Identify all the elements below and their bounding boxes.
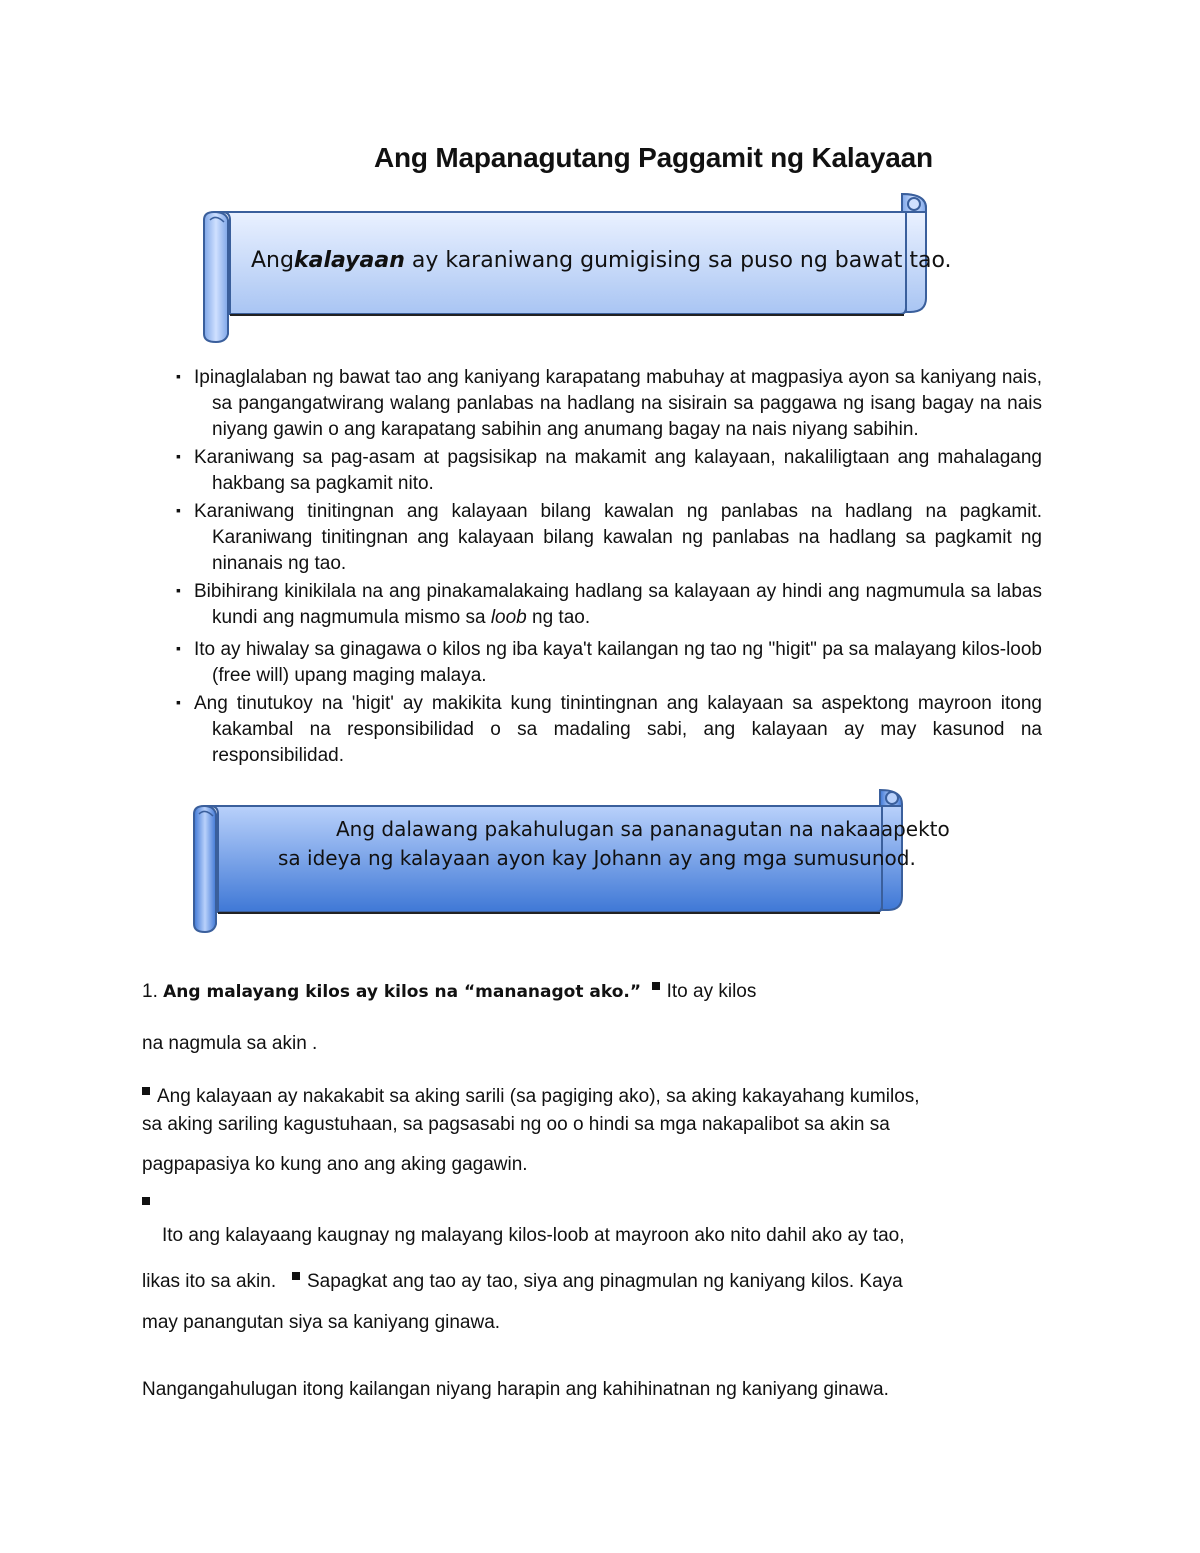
bullet-dot: ▪: [176, 582, 181, 598]
bullet-text: Ito ay hiwalay sa ginagawa o kilos ng iba kaya't kailangan ng tao ng "higit" pa sa malayang kilos-loob (free will) upang maging malaya.: [194, 639, 1042, 686]
square-bullet-icon: [142, 1197, 150, 1205]
section-1-p2-line1: [142, 1086, 920, 1108]
section-1-p3-line1: Ito ang kalayaang kaugnay ng malayang kilos-loob at mayroon ako nito dahil ako ay tao,: [162, 1225, 905, 1246]
bullet-item: [176, 363, 1042, 443]
bullet-italic: loob: [490, 607, 527, 628]
bullet-item: [176, 635, 1042, 689]
page-title: Ang Mapanagutang Paggamit ng Kalayaan: [374, 142, 933, 173]
section-1-p1-line2: na nagmula sa akin .: [142, 1033, 318, 1054]
square-bullet-icon: [142, 1087, 150, 1095]
section-1-p2-line3: pagpapasiya ko kung ano ang aking gagawin.: [142, 1154, 528, 1175]
scroll-banner-1: [196, 186, 952, 346]
bullet-dot: ▪: [176, 448, 181, 464]
bullet-text-after: ng tao.: [526, 607, 591, 628]
bullet-item: [176, 497, 1042, 577]
bullet-dot: ▪: [176, 368, 181, 384]
banner-2-line-1: Ang dalawang pakahulugan sa pananagutan na nakaaapekto: [336, 817, 950, 841]
banner-1-suffix: ay karaniwang gumigising sa puso ng bawat tao.: [404, 248, 952, 273]
section-1-number: 1.: [142, 981, 158, 1002]
bullet-dot: ▪: [176, 694, 181, 710]
bullet-text: Karaniwang sa pag-asam at pagsisikap na makamit ang kalayaan, nakaliligtaan ang mahalagang hakbang sa pagkamit nito.: [194, 447, 1042, 494]
section-1-p1-tail: Ito ay kilos: [666, 981, 757, 1002]
bullet-dot: ▪: [176, 640, 181, 656]
section-1-p3-line2b: Sapagkat ang tao ay tao, siya ang pinagmulan ng kaniyang kilos. Kaya: [306, 1271, 903, 1292]
bullet-dot: ▪: [176, 502, 181, 518]
bullet-text: Ipinaglalaban ng bawat tao ang kaniyang karapatang mabuhay at magpasiya ayon sa kaniyang nais, sa pangangatwirang walang panlabas na hadlang na sisirain sa paggawa ng isang bagay na nais niyang gawin o ang karapatang sabihin ang anumang bagay na nais niyang sabihin.: [194, 367, 1042, 440]
square-bullet-icon: [652, 982, 660, 990]
bullet-text: Karaniwang tinitingnan ang kalayaan bilang kawalan ng panlabas na hadlang na pagkamit. Karaniwang tinitingnan ang kalayaan bilang kawalan ng panlabas na hadlang sa pagkamit ng ninanais ng tao.: [194, 501, 1042, 574]
scroll-banner-2: [186, 780, 950, 936]
section-1-heading: Ang malayang kilos ay kilos na “mananagot ako.”: [163, 982, 642, 1002]
banner-1-keyword: kalayaan: [293, 248, 405, 273]
banner-1-prefix: Ang: [251, 248, 294, 273]
section-1-p2-line1-text: Ang kalayaan ay nakakabit sa aking sarili (sa pagiging ako), sa aking kakayahang kumilos,: [157, 1086, 920, 1107]
banner-2-line-2: sa ideya ng kalayaan ayon kay Johann ay ang mga sumusunod.: [278, 846, 916, 870]
section-1-p3-bullet: [142, 1196, 157, 1218]
section-1-heading-line: [142, 981, 756, 1003]
bullet-item: [176, 689, 1042, 769]
bullet-text: Ang tinutukoy na 'higit' ay makikita kung tinintingnan ang kalayaan sa aspektong mayroon itong kakambal na responsibilidad o sa madaling sabi, ang kalayaan ay may kasunod na responsibilidad.: [194, 693, 1042, 766]
bullet-item: [176, 577, 1042, 631]
section-1-p4: Nangangahulugan itong kailangan niyang harapin ang kahihinatnan ng kaniyang ginawa.: [142, 1379, 889, 1400]
section-1-p3-line2a: likas ito sa akin.: [142, 1271, 277, 1292]
bullet-list: [176, 363, 1042, 769]
bullet-item: [176, 443, 1042, 497]
section-1-p3-line2: [142, 1271, 903, 1293]
bullet-text: Bibihirang kinikilala na ang pinakamalakaing hadlang sa kalayaan ay hindi ang nagmumula sa labas kundi ang nagmumula mismo sa: [194, 581, 1042, 628]
section-1-p3-line3: may panangutan siya sa kaniyang ginawa.: [142, 1312, 501, 1333]
section-1-p2-line2: sa aking sariling kagustuhaan, sa pagsasabi ng oo o hindi sa mga nakapalibot sa akin sa: [142, 1114, 890, 1135]
square-bullet-icon: [292, 1272, 300, 1280]
banner-1-text: [251, 248, 952, 273]
